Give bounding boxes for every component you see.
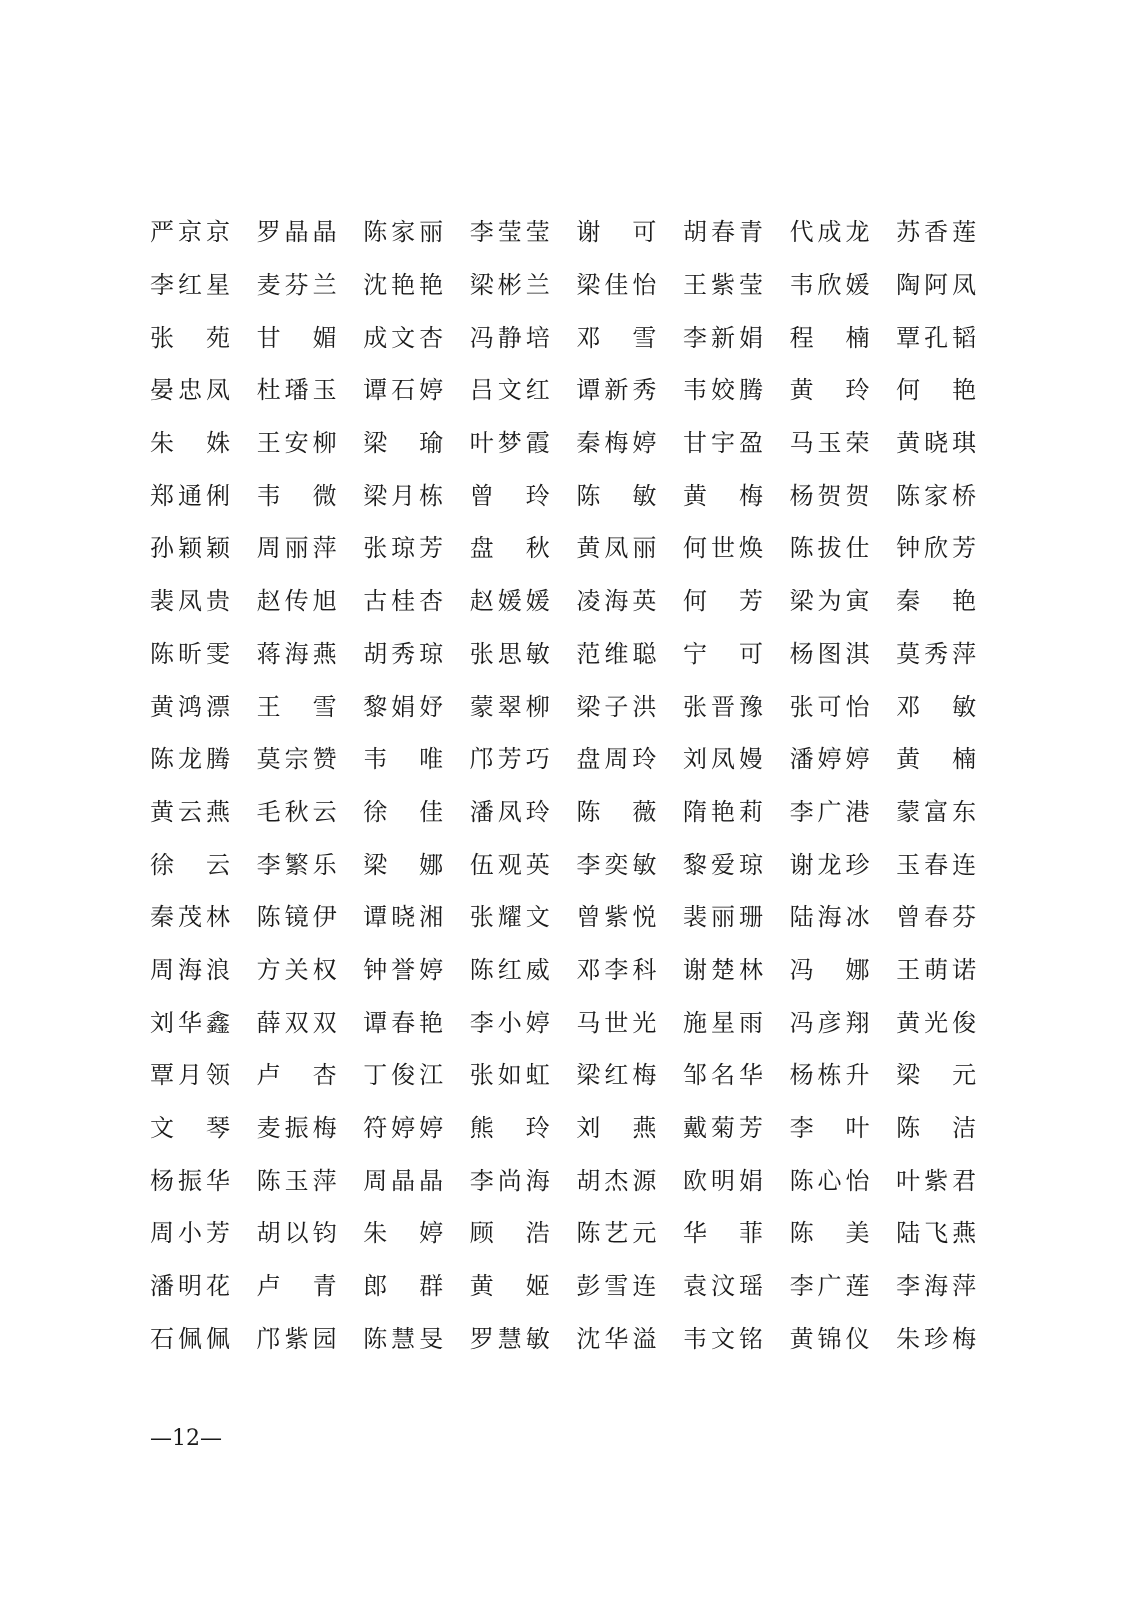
name-entry: 王萌诺 [896, 955, 977, 984]
name-entry: 陈 敏 [576, 481, 657, 510]
name-entry: 陈慧旻 [363, 1324, 444, 1353]
name-entry: 钟欣芳 [896, 534, 977, 563]
name-entry: 张思敏 [469, 639, 550, 668]
name-entry: 甘宇盈 [682, 429, 763, 458]
name-entry: 薛双双 [256, 1008, 337, 1037]
name-entry: 蒋海燕 [256, 639, 337, 668]
name-entry: 戴菊芳 [682, 1114, 763, 1143]
name-entry: 黄 玲 [789, 376, 870, 405]
name-entry: 陈红威 [469, 955, 550, 984]
name-entry: 梁彬兰 [469, 271, 550, 300]
name-entry: 冯静培 [469, 323, 550, 352]
name-entry: 隋艳莉 [682, 797, 763, 826]
name-entry: 梁子洪 [576, 692, 657, 721]
name-entry: 黄锦仪 [789, 1324, 870, 1353]
name-entry: 邹名华 [682, 1061, 763, 1090]
name-entry: 沈艳艳 [363, 271, 444, 300]
name-entry: 何世焕 [682, 534, 763, 563]
name-entry: 曾 玲 [469, 481, 550, 510]
name-entry: 朱 婷 [363, 1219, 444, 1248]
name-entry: 曾春芬 [896, 903, 977, 932]
name-entry: 顾 浩 [469, 1219, 550, 1248]
name-entry: 黄 梅 [682, 481, 763, 510]
name-entry: 陆海冰 [789, 903, 870, 932]
name-entry: 熊 玲 [469, 1114, 550, 1143]
name-entry: 华 菲 [682, 1219, 763, 1248]
name-entry: 符婷婷 [363, 1114, 444, 1143]
name-entry: 麦芬兰 [256, 271, 337, 300]
name-entry: 蒙翠柳 [469, 692, 550, 721]
name-entry: 张可怡 [789, 692, 870, 721]
name-entry: 裴丽珊 [682, 903, 763, 932]
name-entry: 秦茂林 [150, 903, 230, 932]
name-entry: 黄云燕 [150, 797, 230, 826]
name-entry: 陈艺元 [576, 1219, 657, 1248]
name-entry: 梁为寅 [789, 587, 870, 616]
name-entry: 邓 敏 [896, 692, 977, 721]
name-entry: 陈龙腾 [150, 745, 230, 774]
name-entry: 严京京 [150, 218, 230, 247]
name-entry: 何 芳 [682, 587, 763, 616]
name-entry: 莫秀萍 [896, 639, 977, 668]
name-entry: 卢 青 [256, 1272, 337, 1301]
name-entry: 冯彦翔 [789, 1008, 870, 1037]
name-entry: 梁红梅 [576, 1061, 657, 1090]
name-entry: 李广港 [789, 797, 870, 826]
name-entry: 韦欣媛 [789, 271, 870, 300]
name-entry: 梁月栋 [363, 481, 444, 510]
name-entry: 杨振华 [150, 1166, 230, 1195]
name-entry: 盘周玲 [576, 745, 657, 774]
name-entry: 韦文铭 [682, 1324, 763, 1353]
page-number: —12— [150, 1426, 222, 1451]
name-entry: 张晋豫 [682, 692, 763, 721]
name-entry: 欧明娟 [682, 1166, 763, 1195]
name-entry: 陈家桥 [896, 481, 977, 510]
name-entry: 陈玉萍 [256, 1166, 337, 1195]
name-entry: 韦 微 [256, 481, 337, 510]
name-entry: 黄鸿漂 [150, 692, 230, 721]
name-entry: 叶紫君 [896, 1166, 977, 1195]
name-entry: 徐 云 [150, 850, 230, 879]
name-list-grid [150, 206, 980, 1365]
name-entry: 胡秀琼 [363, 639, 444, 668]
name-entry: 晏忠凤 [150, 376, 230, 405]
name-entry: 沈华溢 [576, 1324, 657, 1353]
name-entry: 谭晓湘 [363, 903, 444, 932]
name-entry: 黄 楠 [896, 745, 977, 774]
name-entry: 韦姣腾 [682, 376, 763, 405]
name-entry: 朱 姝 [150, 429, 230, 458]
name-entry: 罗慧敏 [469, 1324, 550, 1353]
name-entry: 梁 瑜 [363, 429, 444, 458]
name-entry: 孙颖颖 [150, 534, 230, 563]
name-entry: 凌海英 [576, 587, 657, 616]
name-entry: 袁汶瑶 [682, 1272, 763, 1301]
name-entry: 杨栋升 [789, 1061, 870, 1090]
name-entry: 陈 美 [789, 1219, 870, 1248]
name-entry: 施星雨 [682, 1008, 763, 1037]
name-entry: 杜璠玉 [256, 376, 337, 405]
name-entry: 邝芳巧 [469, 745, 550, 774]
name-entry: 谢龙珍 [789, 850, 870, 879]
name-entry: 覃月领 [150, 1061, 230, 1090]
name-entry: 刘 燕 [576, 1114, 657, 1143]
name-entry: 莫宗赞 [256, 745, 337, 774]
name-entry: 宁 可 [682, 639, 763, 668]
name-entry: 覃孔韬 [896, 323, 977, 352]
name-entry: 张耀文 [469, 903, 550, 932]
name-entry: 杨贺贺 [789, 481, 870, 510]
name-entry: 彭雪连 [576, 1272, 657, 1301]
name-entry: 刘凤嫚 [682, 745, 763, 774]
name-entry: 朱珍梅 [896, 1324, 977, 1353]
name-entry: 成文杏 [363, 323, 444, 352]
name-entry: 周丽萍 [256, 534, 337, 563]
name-entry: 陈心怡 [789, 1166, 870, 1195]
name-entry: 邝紫园 [256, 1324, 337, 1353]
name-entry: 谢 可 [576, 218, 657, 247]
name-entry: 何 艳 [896, 376, 977, 405]
name-entry: 王紫莹 [682, 271, 763, 300]
name-entry: 刘华鑫 [150, 1008, 230, 1037]
name-entry: 钟誉婷 [363, 955, 444, 984]
name-entry: 马世光 [576, 1008, 657, 1037]
name-entry: 伍观英 [469, 850, 550, 879]
name-entry: 赵媛媛 [469, 587, 550, 616]
name-entry: 李红星 [150, 271, 230, 300]
name-entry: 周晶晶 [363, 1166, 444, 1195]
name-entry: 陶阿凤 [896, 271, 977, 300]
name-entry: 黄凤丽 [576, 534, 657, 563]
name-entry: 张如虹 [469, 1061, 550, 1090]
name-entry: 甘 媚 [256, 323, 337, 352]
name-entry: 潘凤玲 [469, 797, 550, 826]
name-entry: 周海浪 [150, 955, 230, 984]
name-entry: 胡以钧 [256, 1219, 337, 1248]
name-entry: 李小婷 [469, 1008, 550, 1037]
name-entry: 黎娟妤 [363, 692, 444, 721]
name-entry: 郎 群 [363, 1272, 444, 1301]
name-entry: 谭新秀 [576, 376, 657, 405]
name-entry: 代成龙 [789, 218, 870, 247]
name-entry: 梁 娜 [363, 850, 444, 879]
name-entry: 黄 姬 [469, 1272, 550, 1301]
name-entry: 梁 元 [896, 1061, 977, 1090]
name-entry: 黄晓琪 [896, 429, 977, 458]
name-entry: 梁佳怡 [576, 271, 657, 300]
name-entry: 张 苑 [150, 323, 230, 352]
name-entry: 秦 艳 [896, 587, 977, 616]
name-entry: 胡杰源 [576, 1166, 657, 1195]
name-entry: 曾紫悦 [576, 903, 657, 932]
name-entry: 韦 唯 [363, 745, 444, 774]
name-entry: 张琼芳 [363, 534, 444, 563]
name-entry: 蒙富东 [896, 797, 977, 826]
name-entry: 李海萍 [896, 1272, 977, 1301]
name-entry: 李莹莹 [469, 218, 550, 247]
name-entry: 郑通俐 [150, 481, 230, 510]
name-entry: 李尚海 [469, 1166, 550, 1195]
name-entry: 黎爱琼 [682, 850, 763, 879]
name-entry: 古桂杏 [363, 587, 444, 616]
name-entry: 方关权 [256, 955, 337, 984]
name-entry: 陈拔仕 [789, 534, 870, 563]
name-entry: 邓李科 [576, 955, 657, 984]
name-entry: 马玉荣 [789, 429, 870, 458]
name-entry: 杨图淇 [789, 639, 870, 668]
name-entry: 潘婷婷 [789, 745, 870, 774]
name-entry: 陆飞燕 [896, 1219, 977, 1248]
name-entry: 程 楠 [789, 323, 870, 352]
name-entry: 卢 杏 [256, 1061, 337, 1090]
name-entry: 丁俊江 [363, 1061, 444, 1090]
name-entry: 李广莲 [789, 1272, 870, 1301]
name-entry: 石佩佩 [150, 1324, 230, 1353]
name-entry: 盘 秋 [469, 534, 550, 563]
name-entry: 黄光俊 [896, 1008, 977, 1037]
name-entry: 范维聪 [576, 639, 657, 668]
name-entry: 罗晶晶 [256, 218, 337, 247]
name-entry: 苏香莲 [896, 218, 977, 247]
name-entry: 赵传旭 [256, 587, 337, 616]
name-entry: 王安柳 [256, 429, 337, 458]
name-entry: 邓 雪 [576, 323, 657, 352]
name-entry: 李 叶 [789, 1114, 870, 1143]
name-entry: 谭石婷 [363, 376, 444, 405]
name-entry: 周小芳 [150, 1219, 230, 1248]
name-entry: 王 雪 [256, 692, 337, 721]
name-entry: 李新娟 [682, 323, 763, 352]
name-entry: 李奕敏 [576, 850, 657, 879]
name-entry: 李繁乐 [256, 850, 337, 879]
name-entry: 秦梅婷 [576, 429, 657, 458]
name-entry: 玉春连 [896, 850, 977, 879]
name-entry: 冯 娜 [789, 955, 870, 984]
name-entry: 陈镜伊 [256, 903, 337, 932]
name-entry: 裴凤贵 [150, 587, 230, 616]
name-entry: 叶梦霞 [469, 429, 550, 458]
name-entry: 毛秋云 [256, 797, 337, 826]
name-entry: 陈家丽 [363, 218, 444, 247]
name-entry: 谢楚林 [682, 955, 763, 984]
name-entry: 麦振梅 [256, 1114, 337, 1143]
name-entry: 吕文红 [469, 376, 550, 405]
name-entry: 陈 洁 [896, 1114, 977, 1143]
name-entry: 胡春青 [682, 218, 763, 247]
name-entry: 文 琴 [150, 1114, 230, 1143]
name-entry: 陈 薇 [576, 797, 657, 826]
name-entry: 潘明花 [150, 1272, 230, 1301]
name-entry: 徐 佳 [363, 797, 444, 826]
name-entry: 陈昕雯 [150, 639, 230, 668]
name-entry: 谭春艳 [363, 1008, 444, 1037]
